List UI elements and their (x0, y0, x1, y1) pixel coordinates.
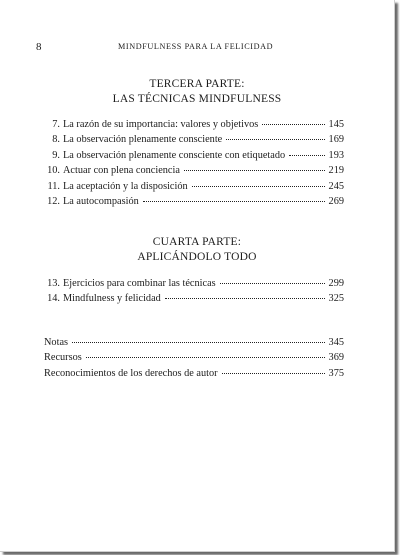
dot-leader (86, 357, 325, 358)
toc-entry-title: Ejercicios para combinar las técnicas (63, 278, 216, 289)
toc-entry-page: 375 (328, 367, 344, 379)
part-four-title: APLICÁNDOLO TODO (137, 251, 257, 263)
toc-entry[interactable] (44, 293, 344, 308)
toc-entry[interactable] (44, 119, 344, 134)
toc-entry-title: La observación plenamente consciente (63, 134, 223, 146)
page-header (36, 41, 334, 55)
toc-entry-number: 13. (47, 278, 60, 289)
toc-entry-page: 369 (328, 352, 344, 364)
dot-leader (184, 170, 325, 171)
toc-entry-page: 245 (328, 180, 344, 192)
toc-entry[interactable] (44, 134, 344, 149)
toc-entry-page: 345 (328, 337, 344, 348)
toc-entry-number: 12. (47, 195, 60, 207)
toc-entry-number: 14. (47, 293, 60, 305)
toc-entry[interactable] (44, 181, 344, 196)
toc-entry-page: 145 (328, 119, 344, 130)
dot-leader (192, 186, 325, 187)
part-four-heading (0, 235, 394, 265)
toc-entry-title: Reconocimientos de los derechos de autor (44, 367, 218, 379)
toc-entry[interactable] (44, 196, 344, 211)
toc-entry-page: 325 (328, 293, 344, 305)
dot-leader (226, 139, 325, 140)
toc-entry[interactable] (44, 150, 344, 165)
toc-entry-page: 169 (328, 134, 344, 146)
dot-leader (289, 155, 325, 156)
running-head: MINDFULNESS PARA LA FELICIDAD (118, 42, 274, 51)
toc-entry[interactable] (44, 165, 344, 180)
dot-leader (165, 298, 325, 299)
part-three-heading (0, 77, 394, 107)
toc-entry-title: La aceptación y la disposición (63, 180, 188, 192)
toc-entry-number: 11. (47, 180, 60, 192)
toc-entry-number: 7. (52, 119, 60, 130)
toc-entry-number: 9. (52, 149, 60, 161)
part-four-toc (44, 278, 344, 309)
toc-entry-title: La razón de su importancia: valores y objetivos (63, 119, 259, 130)
toc-entry-title: Actuar con plena conciencia (63, 165, 180, 177)
toc-entry-page: 219 (328, 165, 344, 177)
toc-entry-page: 193 (328, 149, 344, 161)
toc-entry-number: 8. (52, 134, 60, 146)
part-three-title: LAS TÉCNICAS MINDFULNESS (112, 93, 282, 105)
toc-entry-number: 10. (47, 165, 60, 177)
toc-entry-title: Mindfulness y felicidad (63, 293, 161, 305)
part-four-label: CUARTA PARTE: (152, 236, 242, 248)
part-three-toc (44, 119, 344, 211)
toc-entry-page: 299 (328, 278, 344, 289)
dot-leader (262, 124, 325, 125)
toc-entry-page: 269 (328, 195, 344, 207)
dot-leader (220, 283, 325, 284)
toc-entry[interactable] (44, 278, 344, 293)
page-number: 8 (36, 41, 42, 53)
toc-entry-title: La autocompasión (63, 195, 139, 207)
back-matter-toc (44, 337, 344, 383)
dot-leader (72, 342, 325, 343)
toc-entry-title: Notas (44, 337, 69, 348)
toc-entry[interactable] (44, 352, 344, 367)
dot-leader (222, 373, 325, 374)
toc-entry-title: La observación plenamente consciente con etiquetado (63, 149, 286, 161)
dot-leader (143, 201, 325, 202)
toc-entry[interactable] (44, 337, 344, 352)
toc-entry-title: Recursos (44, 352, 82, 364)
toc-entry[interactable] (44, 368, 344, 383)
part-three-label: TERCERA PARTE: (149, 78, 245, 90)
